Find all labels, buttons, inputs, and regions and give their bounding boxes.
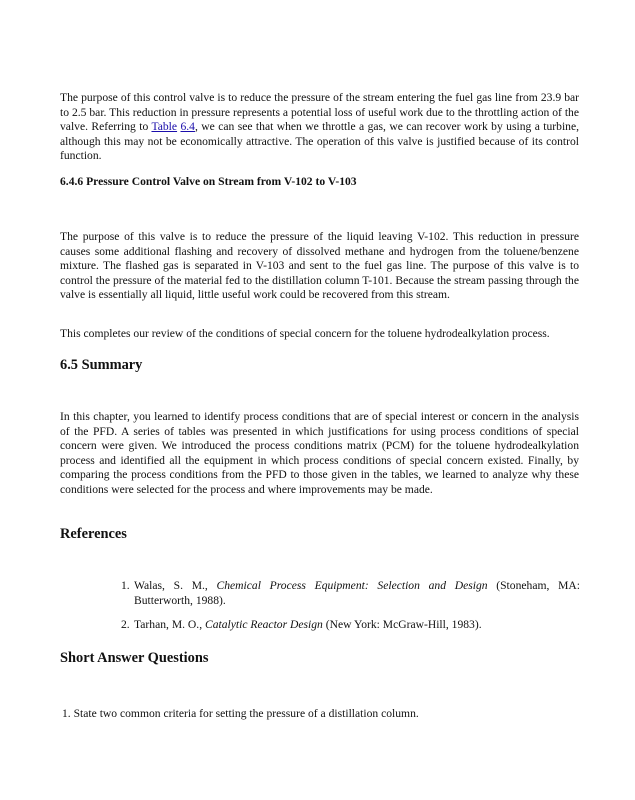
reference-author: Tarhan, M. O., — [134, 618, 205, 632]
question-text: State two common criteria for setting the pressure of a distillation column. — [73, 707, 419, 720]
table-number-link[interactable]: 6.4 — [180, 120, 195, 134]
reference-title: Catalytic Reactor Design — [205, 618, 323, 632]
reference-item — [121, 618, 580, 633]
reference-number: 1. — [121, 579, 130, 592]
paragraph-control-valve — [60, 91, 579, 164]
subsection-heading: 6.4.6 Pressure Control Valve on Stream from V-102 to V-103 — [60, 175, 357, 188]
reference-item — [121, 579, 580, 608]
paragraph-control-valve-part1: The purpose of this control valve is to reduce the pressure of the stream entering the fuel gas line from 23.9 bar to 2.5 bar. This reduction in pressure represents a potential loss of useful work due to the throttling action of the valve. Referring to — [60, 91, 579, 134]
references-list — [121, 579, 580, 633]
reference-title: Chemical Process Equipment: Selection and Design — [216, 579, 488, 592]
summary-paragraph: In this chapter, you learned to identify process conditions that are of special interest or concern in the analysis of the PFD. A series of tables was presented in which justifications for using process conditions of special concern were given. We introduced the process conditions matrix (PCM) for the toluene hydrodealkylation process and identified all the equipment in which process conditions of special concern existed. Finally, by comparing the process conditions from the PFD to those given in the tables, we learned to analyze why these conditions were selected for the process and where improvements may be made. — [60, 410, 579, 496]
reference-publisher: (Stoneham, MA: Butterworth, 1988). — [134, 579, 580, 607]
question-item — [62, 707, 419, 722]
question-number: 1. — [62, 707, 71, 720]
paragraph-review: This completes our review of the conditions of special concern for the toluene hydrodealkylation process. — [60, 327, 550, 340]
summary-heading: 6.5 Summary — [60, 357, 143, 373]
reference-author: Walas, S. M., — [134, 579, 217, 592]
references-heading: References — [60, 526, 127, 542]
paragraph-control-valve-part2: , we can see that when we throttle a gas, we can recover work by using a turbine, although this may not be economically attractive. The operation of this valve is justified because of its control function. — [60, 120, 580, 163]
paragraph-v102-valve: The purpose of this valve is to reduce the pressure of the liquid leaving V-102. This reduction in pressure causes some additional flashing and recovery of dissolved methane and hydrogen from the toluene/benzene mixture. The flashed gas is separated in V-103 and sent to the fuel gas line. The purpose of this valve is to control the pressure of the material fed to the distillation column T-101. Because the stream passing through the valve is essentially all liquid, little useful work could be recovered from this stream. — [60, 230, 579, 302]
reference-publisher: (New York: McGraw-Hill, 1983). — [322, 618, 482, 632]
table-link[interactable]: Table — [151, 120, 178, 134]
short-answer-heading: Short Answer Questions — [60, 650, 209, 666]
reference-number: 2. — [121, 618, 130, 632]
